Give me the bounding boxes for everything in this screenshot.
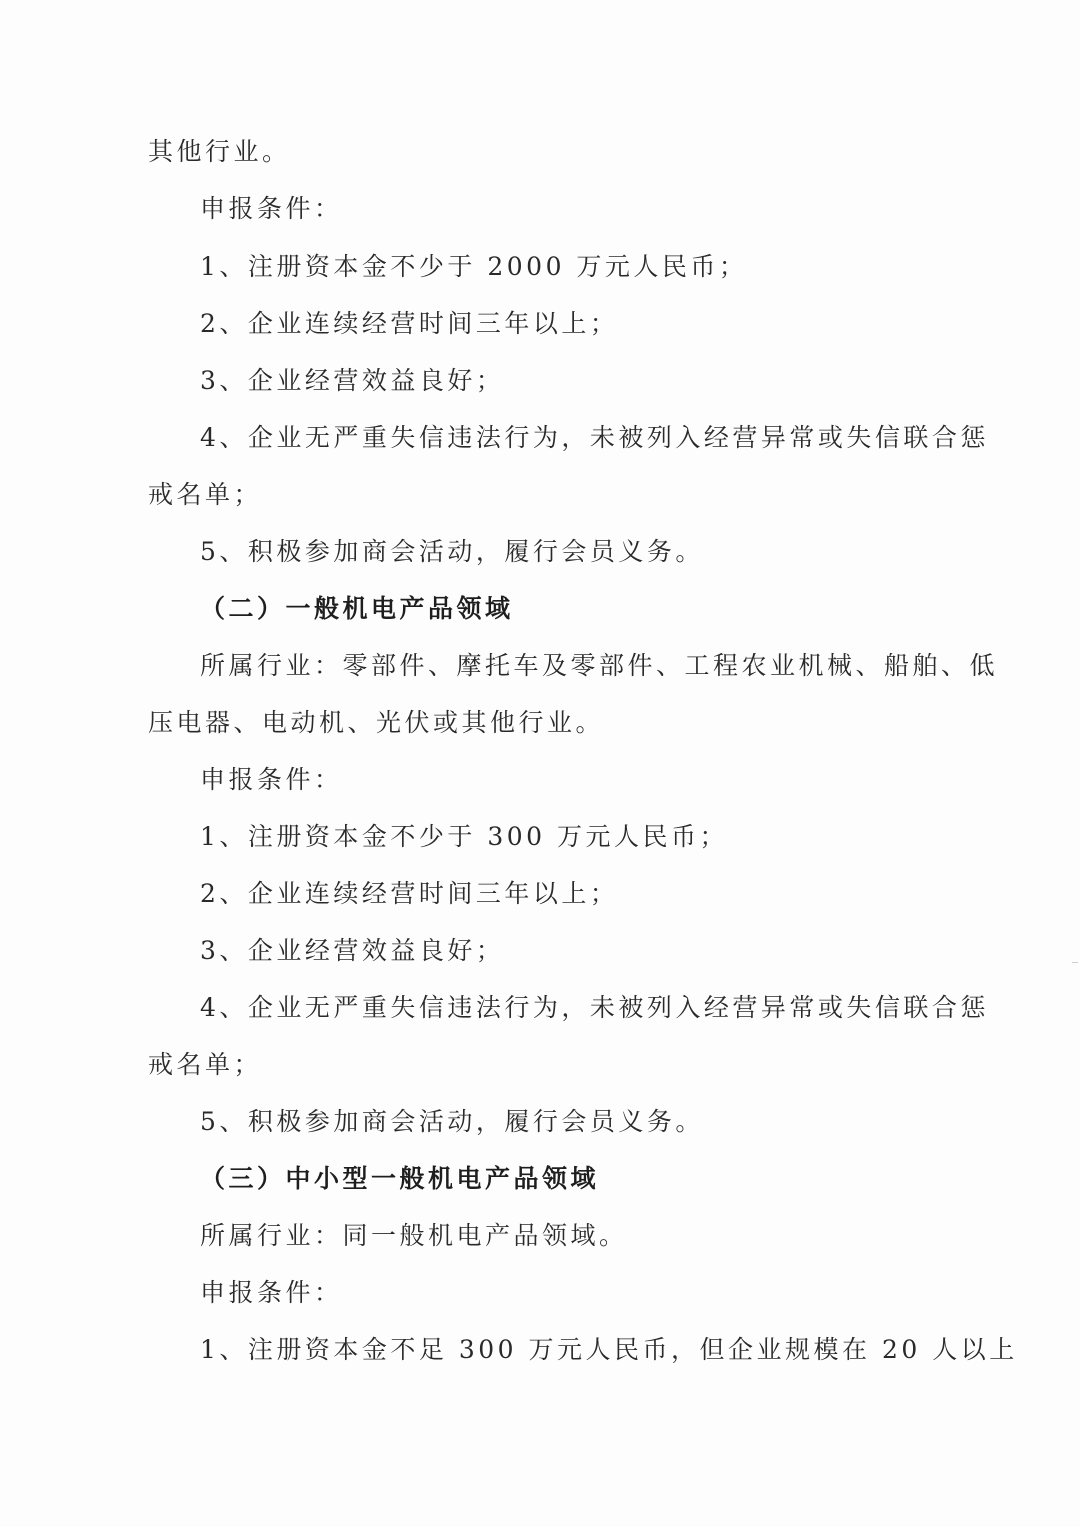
text-line-continuation: 其他行业。	[148, 137, 291, 166]
condition-item-continuation: 戒名单；	[148, 1050, 263, 1079]
conditions-label: 申报条件：	[200, 1278, 343, 1307]
industry-line: 所属行业：同一般机电产品领域。	[200, 1221, 628, 1250]
section-heading-2: （二）一般机电产品领域	[200, 594, 514, 623]
scan-edge-mark	[1072, 962, 1078, 963]
condition-item: 3、企业经营效益良好；	[200, 936, 505, 965]
condition-item: 1、注册资本金不足 300 万元人民币，但企业规模在 20 人以上	[200, 1335, 1018, 1364]
conditions-label: 申报条件：	[200, 765, 343, 794]
condition-item: 4、企业无严重失信违法行为，未被列入经营异常或失信联合惩	[200, 423, 989, 452]
condition-item: 1、注册资本金不少于 300 万元人民币；	[200, 822, 729, 851]
condition-item: 3、企业经营效益良好；	[200, 366, 505, 395]
industry-line: 所属行业：零部件、摩托车及零部件、工程农业机械、船舶、低	[200, 651, 999, 680]
condition-item: 5、积极参加商会活动，履行会员义务。	[200, 537, 704, 566]
condition-item-continuation: 戒名单；	[148, 480, 263, 509]
condition-item: 5、积极参加商会活动，履行会员义务。	[200, 1107, 704, 1136]
condition-item: 2、企业连续经营时间三年以上；	[200, 879, 619, 908]
industry-line-continuation: 压电器、电动机、光伏或其他行业。	[148, 708, 605, 737]
condition-item: 2、企业连续经营时间三年以上；	[200, 309, 619, 338]
section-heading-3: （三）中小型一般机电产品领域	[200, 1164, 600, 1193]
conditions-label: 申报条件：	[200, 194, 343, 223]
condition-item: 4、企业无严重失信违法行为，未被列入经营异常或失信联合惩	[200, 993, 989, 1022]
condition-item: 1、注册资本金不少于 2000 万元人民币；	[200, 252, 748, 281]
